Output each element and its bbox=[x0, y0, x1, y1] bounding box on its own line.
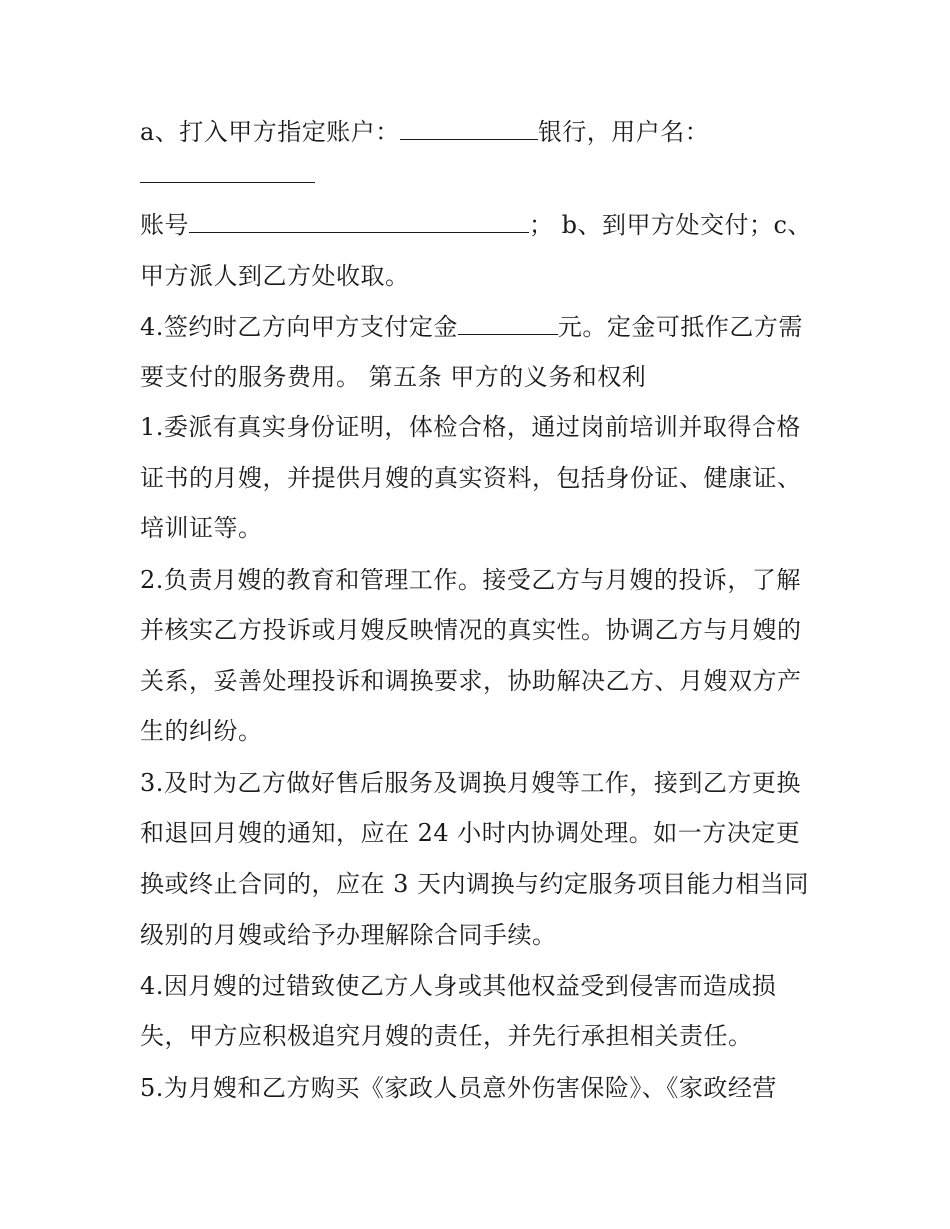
clause-1-line-1: 1.委派有真实身份证明，体检合格，通过岗前培训并取得合格 bbox=[140, 413, 801, 441]
account-line bbox=[140, 210, 812, 240]
payment-option-a bbox=[140, 117, 709, 147]
username-blank bbox=[140, 160, 315, 183]
account-label: 账号 bbox=[140, 211, 189, 239]
clause-1-line-2: 证书的月嫂，并提供月嫂的真实资料，包括身份证、健康证、 bbox=[140, 464, 802, 492]
bank-suffix-text: 银行，用户名： bbox=[537, 118, 710, 146]
deposit-prefix: 4.签约时乙方向甲方支付定金 bbox=[140, 313, 458, 341]
clause-1-line-3: 培训证等。 bbox=[140, 514, 263, 542]
payment-option-a-text: a、打入甲方指定账户： bbox=[140, 118, 400, 146]
deposit-line bbox=[140, 312, 803, 342]
deposit-line-2: 要支付的服务费用。 第五条 甲方的义务和权利 bbox=[140, 363, 647, 391]
clause-3-line-4: 级别的月嫂或给予办理解除合同手续。 bbox=[140, 921, 557, 949]
clause-3-line-3: 换或终止合同的，应在 3 天内调换与约定服务项目能力相当同 bbox=[140, 870, 810, 898]
clause-2-line-3: 关系，妥善处理投诉和调换要求，协助解决乙方、月嫂双方产 bbox=[140, 667, 802, 695]
clause-3-line-1: 3.及时为乙方做好售后服务及调换月嫂等工作，接到乙方更换 bbox=[140, 769, 801, 797]
bank-name-blank bbox=[400, 117, 538, 140]
deposit-suffix: 元。定金可抵作乙方需 bbox=[557, 313, 803, 341]
payment-option-b-text: ； b、到甲方处交付；c、 bbox=[529, 211, 812, 239]
clause-3-line-2: 和退回月嫂的通知，应在 24 小时内协调处理。如一方决定更 bbox=[140, 819, 801, 847]
payment-option-c: 甲方派人到乙方处收取。 bbox=[140, 262, 410, 290]
clause-4-line-2: 失，甲方应积极追究月嫂的责任，并先行承担相关责任。 bbox=[140, 1022, 753, 1050]
clause-2-line-4: 生的纠纷。 bbox=[140, 717, 263, 745]
account-number-blank bbox=[189, 210, 529, 233]
clause-2-line-1: 2.负责月嫂的教育和管理工作。接受乙方与月嫂的投诉，了解 bbox=[140, 566, 801, 594]
clause-2-line-2: 并核实乙方投诉或月嫂反映情况的真实性。协调乙方与月嫂的 bbox=[140, 616, 802, 644]
clause-5-line-1: 5.为月嫂和乙方购买《家政人员意外伤害保险》、《家政经营 bbox=[140, 1074, 777, 1102]
deposit-amount-blank bbox=[458, 312, 558, 335]
clause-4-line-1: 4.因月嫂的过错致使乙方人身或其他权益受到侵害而造成损 bbox=[140, 972, 777, 1000]
username-blank-line bbox=[140, 160, 315, 190]
